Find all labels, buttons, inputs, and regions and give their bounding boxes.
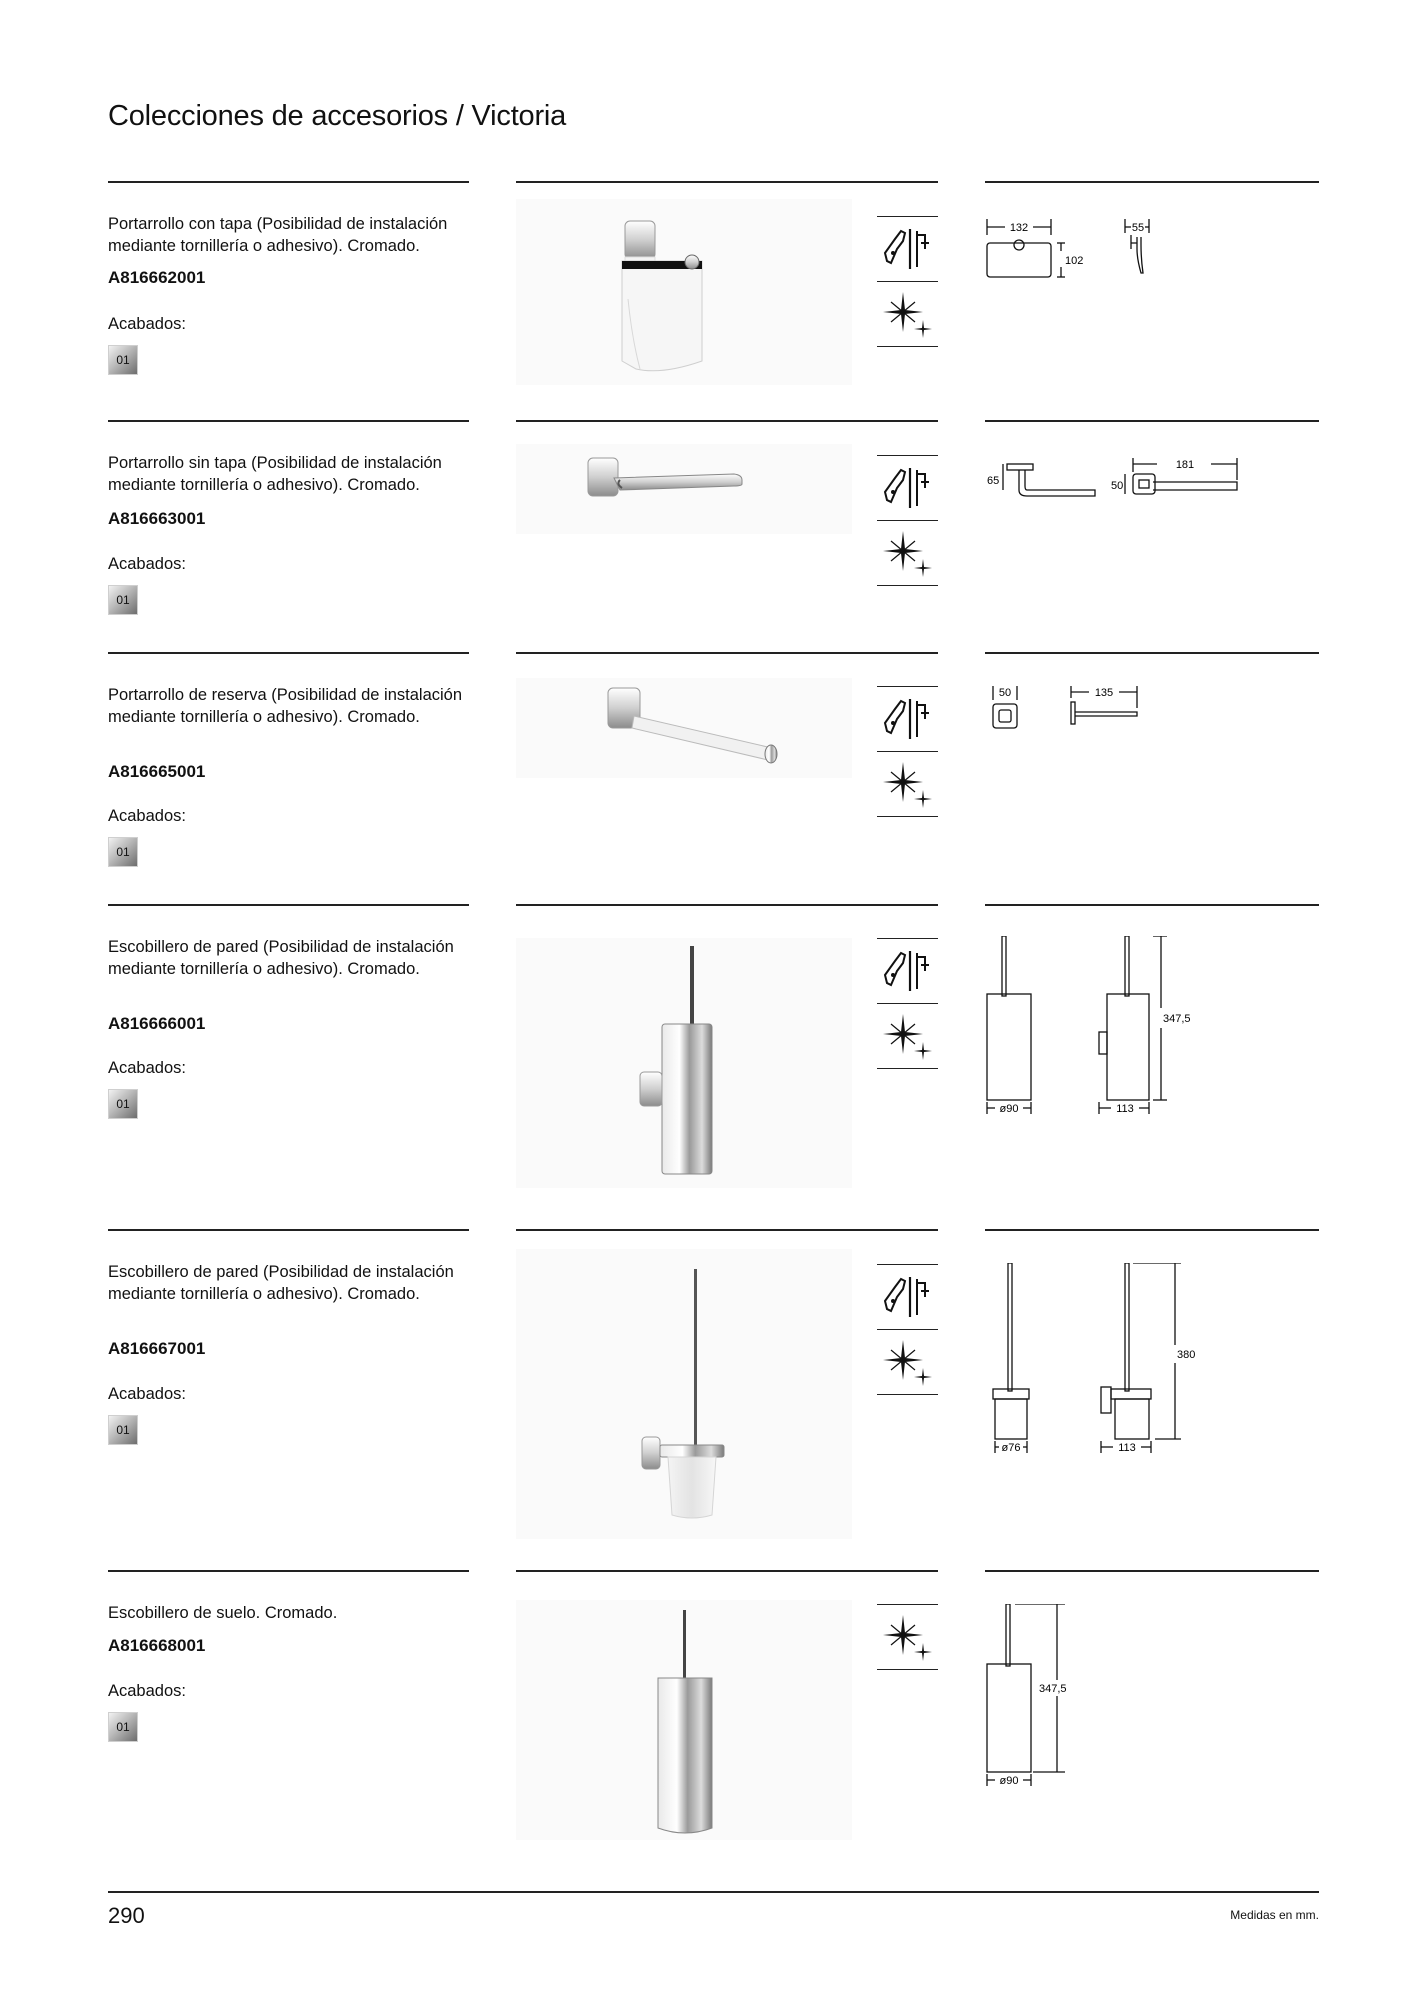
- divider: [985, 181, 1319, 183]
- chrome-sparkle-icon: [881, 288, 935, 340]
- floor-toilet-brush-holder-image: [516, 1600, 852, 1840]
- finishes-label: Acabados:: [108, 1682, 186, 1700]
- chrome-sparkle-icon: [881, 758, 935, 810]
- technical-drawing: [985, 682, 1319, 742]
- product-photo: [516, 444, 852, 534]
- finishes-label: Acabados:: [108, 1385, 186, 1403]
- technical-drawing: [985, 215, 1319, 295]
- finishes-label: Acabados:: [108, 807, 186, 825]
- product-photo: [516, 1600, 852, 1840]
- dim-height: 380: [1177, 1349, 1196, 1361]
- dim-diameter: ø76: [1001, 1442, 1021, 1454]
- divider: [108, 181, 469, 183]
- units-note: Medidas en mm.: [1230, 1908, 1319, 1922]
- product-code: A816666001: [108, 1014, 206, 1033]
- chrome-sparkle-icon: [881, 1336, 935, 1388]
- product-photo: [516, 199, 852, 385]
- dim-height: 102: [1065, 255, 1084, 267]
- finishes-label: Acabados:: [108, 555, 186, 573]
- divider: [985, 1229, 1319, 1231]
- technical-drawing: [985, 454, 1319, 514]
- toilet-roll-holder-with-cover-image: [516, 199, 852, 385]
- dim-depth: 135: [1094, 687, 1114, 699]
- dim-depth: 113: [1116, 1103, 1134, 1115]
- divider: [985, 420, 1319, 422]
- divider: [516, 904, 938, 906]
- dim-depth: 55: [1131, 222, 1145, 234]
- divider: [516, 1229, 938, 1231]
- feature-icons: [877, 1264, 938, 1395]
- dim-width: 181: [1175, 459, 1195, 471]
- wall-toilet-brush-with-glass-image: [516, 1249, 852, 1539]
- product-description: Portarrollo con tapa (Posibilidad de instalación mediante tornillería o adhesivo). Cromado.: [108, 215, 448, 255]
- dim-diameter: ø90: [999, 1775, 1019, 1787]
- divider: [108, 1570, 469, 1572]
- dim-height: 65: [987, 475, 1000, 487]
- product-code: A816662001: [108, 268, 206, 287]
- feature-icons: [877, 216, 938, 347]
- product-photo: [516, 1249, 852, 1539]
- finishes-label: Acabados:: [108, 315, 186, 333]
- page-title: Colecciones de accesorios / Victoria: [108, 100, 567, 132]
- spare-roll-holder-image: [516, 678, 852, 778]
- footer-divider: [108, 1891, 1319, 1893]
- feature-icons: [877, 1604, 938, 1670]
- screw-adhesive-install-icon: [881, 1271, 935, 1323]
- toilet-roll-holder-without-cover-image: [516, 444, 852, 534]
- product-code: A816667001: [108, 1339, 206, 1358]
- divider: [985, 652, 1319, 654]
- page-number: 290: [108, 1903, 145, 1928]
- finish-swatch[interactable]: 01: [108, 837, 138, 867]
- dim-depth: 50: [1111, 480, 1124, 492]
- product-code: A816665001: [108, 762, 206, 781]
- screw-adhesive-install-icon: [881, 462, 935, 514]
- finish-swatch[interactable]: 01: [108, 345, 138, 375]
- divider: [516, 1570, 938, 1572]
- screw-adhesive-install-icon: [881, 945, 935, 997]
- product-photo: [516, 938, 852, 1188]
- feature-icons: [877, 938, 938, 1069]
- finish-swatch[interactable]: 01: [108, 585, 138, 615]
- product-description: Portarrollo de reserva (Posibilidad de instalación mediante tornillería o adhesivo). Cromado.: [108, 686, 463, 726]
- product-description: Portarrollo sin tapa (Posibilidad de instalación mediante tornillería o adhesivo). Cromado.: [108, 454, 442, 494]
- finish-swatch[interactable]: 01: [108, 1415, 138, 1445]
- divider: [516, 181, 938, 183]
- wall-toilet-brush-holder-image: [516, 938, 852, 1188]
- finish-swatch[interactable]: 01: [108, 1712, 138, 1742]
- finish-swatch[interactable]: 01: [108, 1089, 138, 1119]
- product-description: Escobillero de suelo. Cromado.: [108, 1604, 338, 1622]
- dim-width: 50: [998, 687, 1012, 699]
- dim-height: 347,5: [1039, 1683, 1067, 1695]
- divider: [108, 420, 469, 422]
- divider: [985, 1570, 1319, 1572]
- dim-depth: 113: [1118, 1442, 1136, 1454]
- dim-width: 132: [1009, 222, 1029, 234]
- product-code: A816663001: [108, 509, 206, 528]
- chrome-sparkle-icon: [881, 1010, 935, 1062]
- feature-icons: [877, 686, 938, 817]
- screw-adhesive-install-icon: [881, 693, 935, 745]
- divider: [108, 904, 469, 906]
- dim-diameter: ø90: [999, 1103, 1019, 1115]
- divider: [516, 420, 938, 422]
- chrome-sparkle-icon: [881, 1611, 935, 1663]
- chrome-sparkle-icon: [881, 527, 935, 579]
- product-code: A816668001: [108, 1636, 206, 1655]
- technical-drawing: [985, 1604, 1319, 1804]
- divider: [985, 904, 1319, 906]
- feature-icons: [877, 455, 938, 586]
- divider: [516, 652, 938, 654]
- product-photo: [516, 678, 852, 778]
- dim-height: 347,5: [1163, 1013, 1191, 1025]
- technical-drawing: [985, 936, 1319, 1136]
- finishes-label: Acabados:: [108, 1059, 186, 1077]
- product-description: Escobillero de pared (Posibilidad de instalación mediante tornillería o adhesivo). Cromado.: [108, 938, 454, 978]
- product-description: Escobillero de pared (Posibilidad de instalación mediante tornillería o adhesivo). Cromado.: [108, 1263, 454, 1303]
- divider: [108, 1229, 469, 1231]
- divider: [108, 652, 469, 654]
- technical-drawing: [985, 1263, 1319, 1463]
- screw-adhesive-install-icon: [881, 223, 935, 275]
